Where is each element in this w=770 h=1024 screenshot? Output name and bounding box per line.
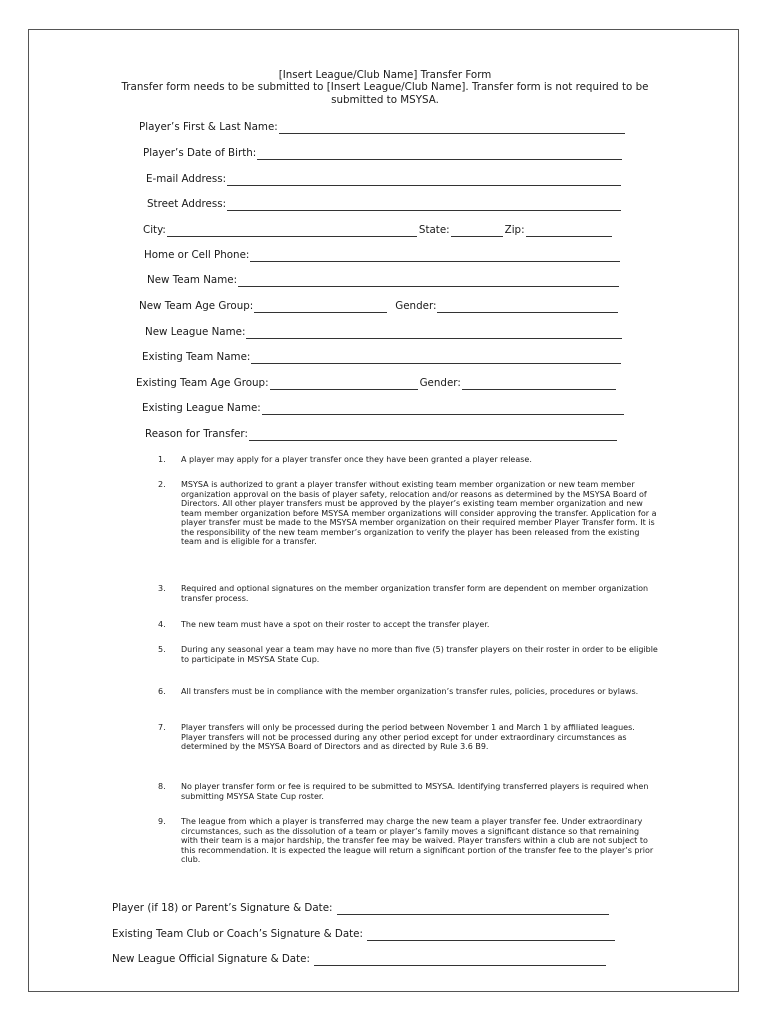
existing-league-line[interactable]	[262, 404, 624, 415]
new-league-label: New League Name:	[145, 326, 246, 338]
rule-number: 9.	[158, 817, 166, 826]
city-label: City:	[143, 224, 166, 236]
state-line[interactable]	[451, 226, 503, 237]
dob-label: Player’s Date of Birth:	[143, 147, 257, 159]
rule-item	[148, 723, 658, 752]
rule-text: Required and optional signatures on the member organization transfer form are dependent on member organization transfer process.	[181, 584, 649, 603]
new-age-group-label: New Team Age Group:	[139, 300, 254, 312]
rule-item	[148, 620, 658, 630]
rule-text: No player transfer form or fee is required to be submitted to MSYSA. Identifying transferred players is required when submitting MSYSA State Cup roster.	[181, 782, 649, 801]
new-age-group-line[interactable]	[254, 302, 387, 313]
player-signature-line[interactable]	[337, 904, 609, 915]
email-field[interactable]	[146, 173, 623, 186]
rule-item	[148, 817, 658, 865]
rule-item	[148, 687, 658, 697]
form-title: [Insert League/Club Name] Transfer Form	[278, 69, 492, 81]
rule-text: A player may apply for a player transfer once they have been granted a player release.	[181, 455, 532, 464]
existing-gender-label: Gender:	[419, 377, 461, 389]
player-name-label: Player’s First & Last Name:	[139, 121, 278, 133]
existing-team-label: Existing Team Name:	[142, 351, 251, 363]
phone-line[interactable]	[250, 251, 620, 262]
form-subtitle: Transfer form needs to be submitted to [Insert League/Club Name]. Transfer form is not required to be submitted to MSYSA.	[121, 81, 649, 106]
new-team-line[interactable]	[238, 276, 619, 287]
rule-item	[148, 645, 658, 664]
phone-label: Home or Cell Phone:	[144, 249, 250, 261]
player-name-line[interactable]	[279, 123, 625, 134]
rule-number: 5.	[158, 645, 166, 654]
existing-gender-line[interactable]	[462, 379, 616, 390]
rule-number: 8.	[158, 782, 166, 791]
player-signature-field[interactable]	[112, 902, 611, 915]
existing-age-group-field[interactable]	[136, 377, 618, 390]
street-line[interactable]	[227, 200, 621, 211]
rule-item	[148, 455, 658, 465]
rule-item	[148, 584, 658, 603]
rule-number: 3.	[158, 584, 166, 593]
zip-label: Zip:	[504, 224, 525, 236]
rule-text: The league from which a player is transferred may charge the new team a player transfer fee. Under extraordinary circumstances, such as the dissolution of a team or player’s family moves a significant distance so that remaining with their team is a major hardship, the transfer fee may be waived. Player transfers within a club are not subject to this recommendation. It is expected the league will return a significant portion of the transfer fee to the player’s prior club.	[181, 817, 654, 864]
new-league-line[interactable]	[246, 328, 622, 339]
existing-club-signature-label: Existing Team Club or Coach’s Signature & Date:	[112, 928, 363, 940]
reason-field[interactable]	[145, 428, 619, 441]
rule-item	[148, 782, 658, 801]
rule-text: During any seasonal year a team may have no more than five (5) transfer players on their roster in order to be eligible to participate in MSYSA State Cup.	[181, 645, 658, 664]
rule-number: 1.	[158, 455, 166, 464]
rule-number: 4.	[158, 620, 166, 629]
street-field[interactable]	[147, 198, 623, 211]
existing-league-field[interactable]	[142, 402, 626, 415]
rule-number: 2.	[158, 480, 166, 489]
league-official-signature-label: New League Official Signature & Date:	[112, 953, 310, 965]
new-gender-label: Gender:	[395, 300, 437, 312]
rule-number: 7.	[158, 723, 166, 732]
existing-club-signature-line[interactable]	[367, 930, 615, 941]
rule-item	[148, 480, 658, 547]
existing-team-line[interactable]	[251, 353, 621, 364]
player-name-field[interactable]	[139, 121, 627, 134]
reason-label: Reason for Transfer:	[145, 428, 248, 440]
league-official-signature-line[interactable]	[314, 955, 606, 966]
email-label: E-mail Address:	[146, 173, 227, 185]
state-label: State:	[418, 224, 450, 236]
city-line[interactable]	[167, 226, 417, 237]
reason-line[interactable]	[249, 430, 617, 441]
zip-line[interactable]	[526, 226, 612, 237]
dob-line[interactable]	[257, 149, 622, 160]
existing-age-group-label: Existing Team Age Group:	[136, 377, 269, 389]
email-line[interactable]	[227, 175, 621, 186]
new-league-field[interactable]	[145, 326, 624, 339]
rule-text: MSYSA is authorized to grant a player transfer without existing team member organization or new team member organization approval on the basis of player safety, relocation and/or reasons as determined by the MSYSA Board of Directors. All other player transfers must be approved by the player’s existing team member organization and new team member organization before MSYSA member organizations will consider approving the transfer. Application for a player transfer must be made to the MSYSA member organization on their required member Player Transfer form. It is the responsibility of the new team member’s organization to verify the player has been released from the existing team and is eligible for a transfer.	[181, 480, 657, 546]
existing-league-label: Existing League Name:	[142, 402, 261, 414]
existing-team-field[interactable]	[142, 351, 623, 364]
player-signature-label: Player (if 18) or Parent’s Signature & Date:	[112, 902, 333, 914]
rule-number: 6.	[158, 687, 166, 696]
dob-field[interactable]	[143, 147, 624, 160]
existing-club-signature-field[interactable]	[112, 928, 617, 941]
league-official-signature-field[interactable]	[112, 953, 608, 966]
phone-field[interactable]	[144, 249, 622, 262]
rule-text: All transfers must be in compliance with the member organization’s transfer rules, policies, procedures or bylaws.	[181, 687, 639, 696]
rule-text: The new team must have a spot on their roster to accept the transfer player.	[181, 620, 490, 629]
new-gender-line[interactable]	[437, 302, 618, 313]
new-age-group-field[interactable]	[139, 300, 620, 313]
existing-age-group-line[interactable]	[270, 379, 418, 390]
street-label: Street Address:	[147, 198, 227, 210]
rule-text: Player transfers will only be processed during the period between November 1 and March 1 by affiliated leagues. Player transfers will not be processed during any other period except for under extraordinary circumstances as determined by the MSYSA Board of Directors and as directed by Rule 3.6 B9.	[181, 723, 635, 751]
new-team-label: New Team Name:	[147, 274, 238, 286]
city-state-zip-field[interactable]	[143, 224, 614, 237]
new-team-field[interactable]	[147, 274, 621, 287]
